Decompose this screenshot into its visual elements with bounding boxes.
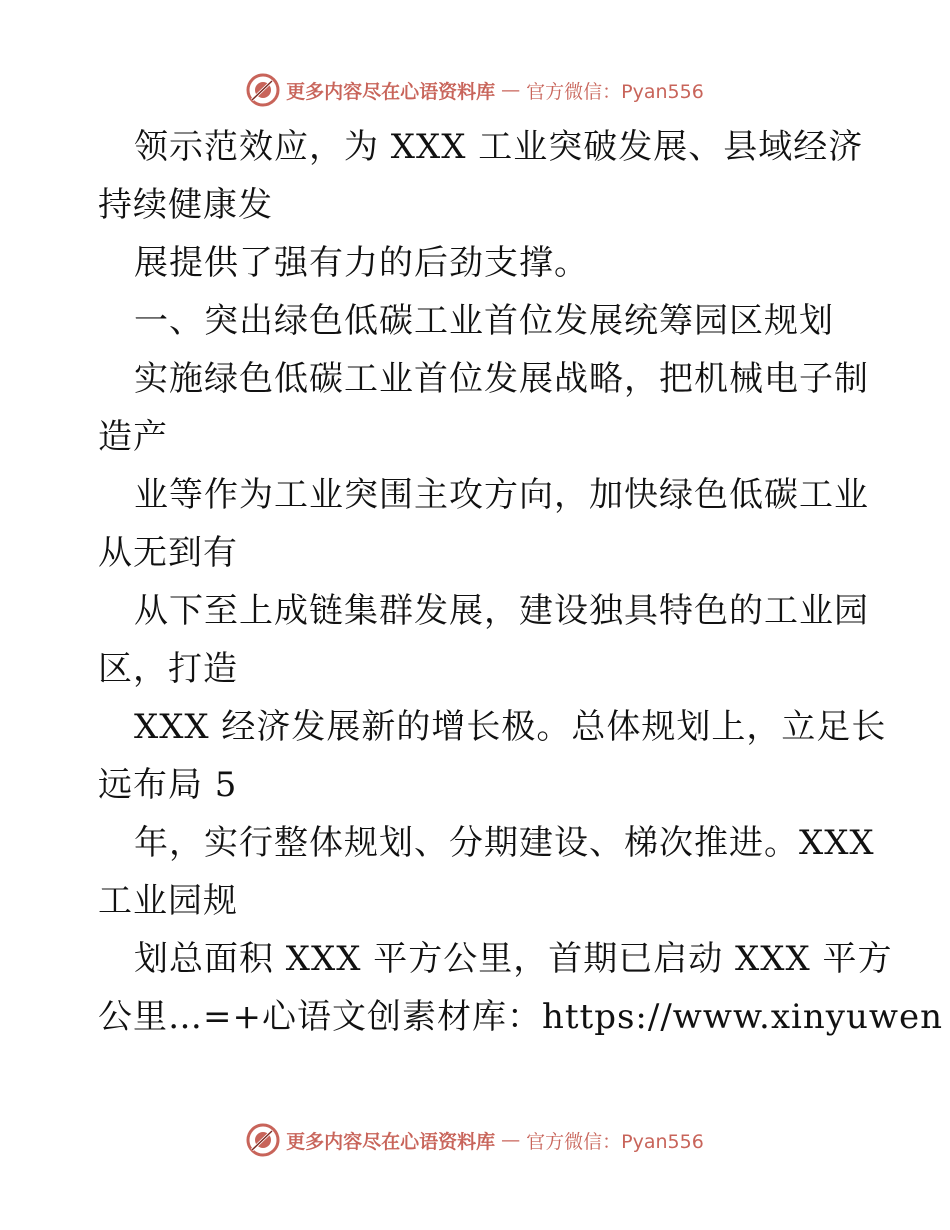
brand-logo-icon [246,1123,280,1157]
body-line: 工业园规 [98,881,238,921]
body-line: 造产 [98,417,168,457]
footer-banner [0,1120,950,1160]
body-line: 公里…=+心语文创素材库：https://www.xinyuwen [98,997,944,1037]
body-line: 领示范效应，为 XXX 工业突破发展、县域经济 [134,127,864,167]
footer-brand-text: 更多内容尽在心语资料库 [286,1130,496,1153]
body-line: 持续健康发 [98,185,273,225]
header-banner [0,70,950,110]
header-separator: — [501,79,521,101]
section-heading: 一、突出绿色低碳工业首位发展统筹园区规划 [134,301,834,341]
body-line: 年，实行整体规划、分期建设、梯次推进。XXX [134,823,875,863]
body-line: XXX 经济发展新的增长极。总体规划上，立足长 [134,707,887,747]
body-line: 区，打造 [98,649,238,689]
footer-separator: — [501,1129,521,1151]
body-line: 远布局 5 [98,765,238,805]
document-body [98,118,944,1046]
body-line: 从下至上成链集群发展，建设独具特色的工业园 [134,591,869,631]
body-line: 业等作为工业突围主攻方向，加快绿色低碳工业 [134,475,869,515]
body-line: 从无到有 [98,533,238,573]
footer-wechat-text: 官方微信：Pyan556 [526,1130,704,1153]
brand-logo-icon [246,73,280,107]
header-wechat-text: 官方微信：Pyan556 [526,80,704,103]
body-line: 划总面积 XXX 平方公里，首期已启动 XXX 平方 [134,939,893,979]
header-brand-text: 更多内容尽在心语资料库 [286,80,496,103]
body-line: 实施绿色低碳工业首位发展战略，把机械电子制 [134,359,869,399]
body-line: 展提供了强有力的后劲支撑。 [134,243,589,283]
